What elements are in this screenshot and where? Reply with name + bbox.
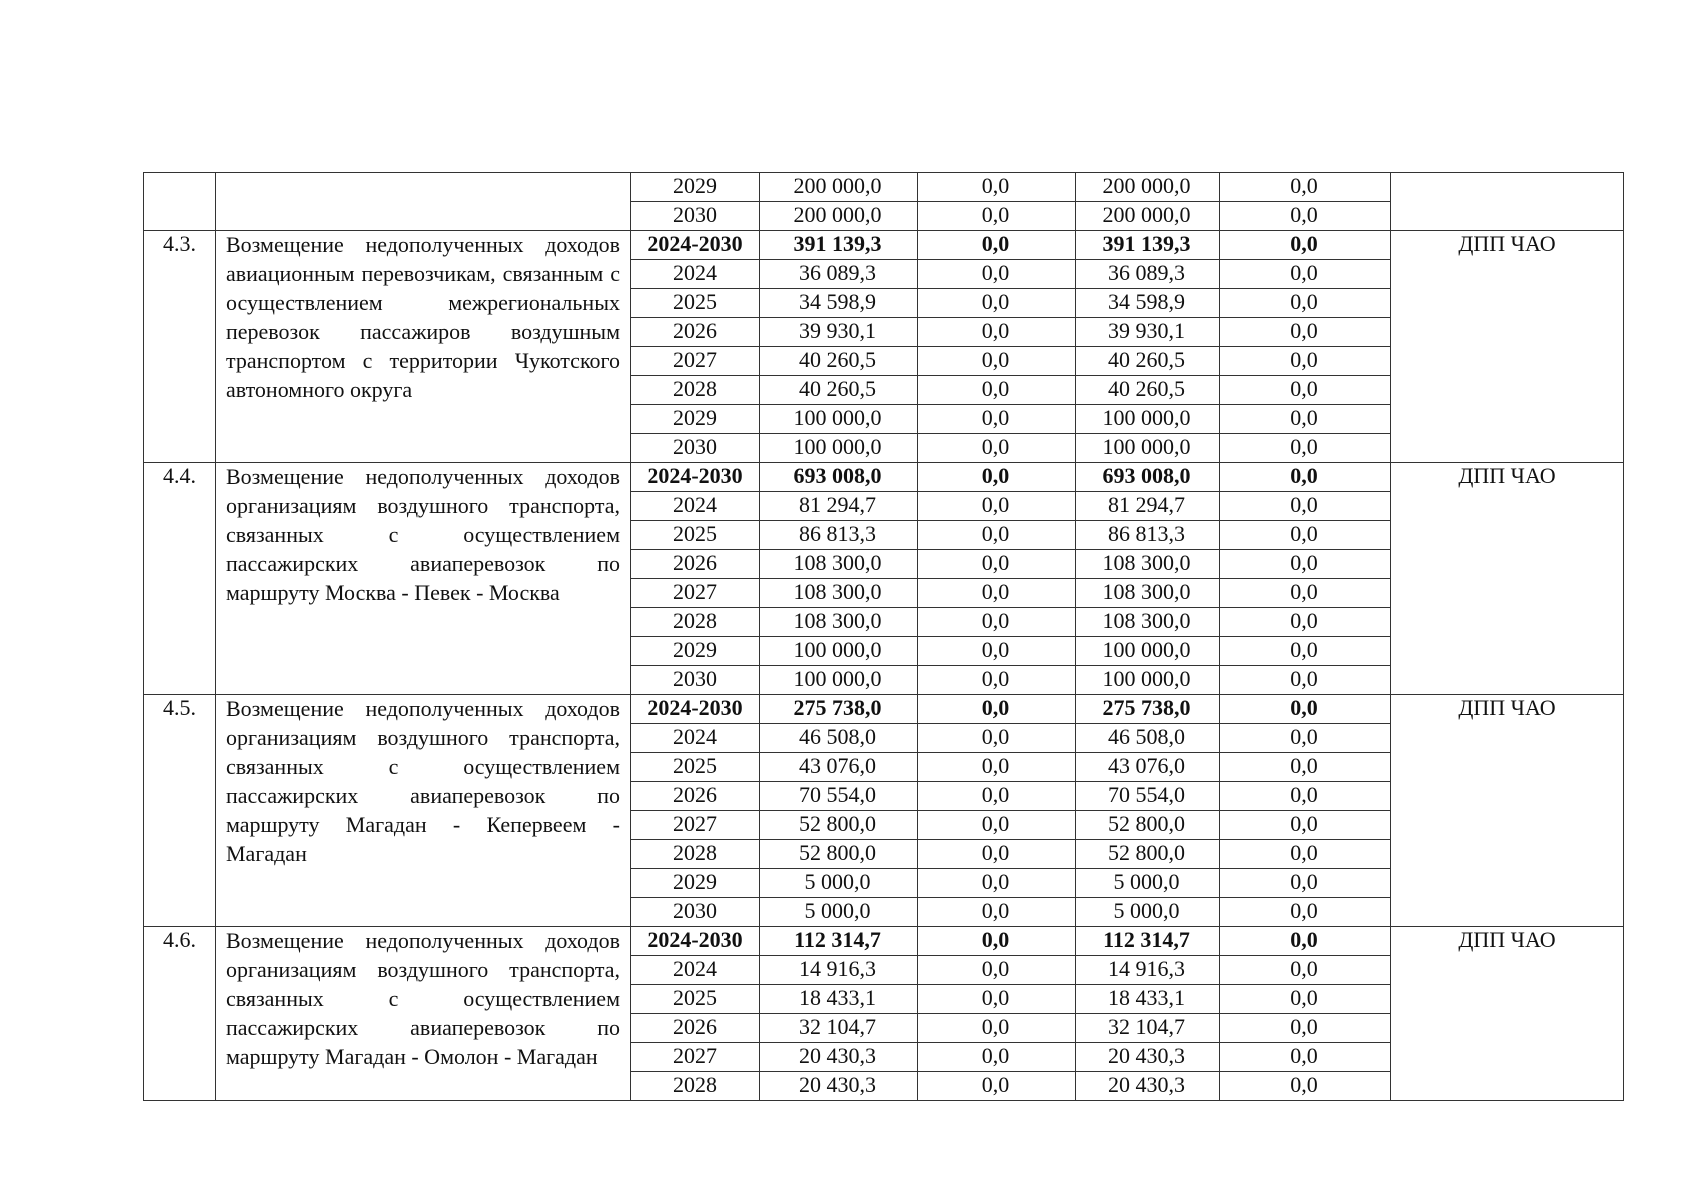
other-sources-cell: 0,0 bbox=[1220, 1014, 1391, 1043]
regional-budget-cell: 36 089,3 bbox=[1076, 260, 1220, 289]
total-cell: 52 800,0 bbox=[760, 840, 918, 869]
other-sources-cell: 0,0 bbox=[1220, 724, 1391, 753]
other-sources-cell: 0,0 bbox=[1220, 260, 1391, 289]
year-cell: 2025 bbox=[631, 289, 760, 318]
regional-budget-cell: 108 300,0 bbox=[1076, 579, 1220, 608]
other-sources-cell: 0,0 bbox=[1220, 869, 1391, 898]
federal-budget-cell: 0,0 bbox=[918, 347, 1076, 376]
year-cell: 2029 bbox=[631, 173, 760, 202]
regional-budget-cell: 40 260,5 bbox=[1076, 347, 1220, 376]
total-cell: 693 008,0 bbox=[760, 463, 918, 492]
federal-budget-cell: 0,0 bbox=[918, 405, 1076, 434]
year-cell: 2024 bbox=[631, 956, 760, 985]
federal-budget-cell: 0,0 bbox=[918, 1072, 1076, 1101]
row-number-cell: 4.4. bbox=[144, 463, 216, 695]
other-sources-cell: 0,0 bbox=[1220, 782, 1391, 811]
year-cell: 2029 bbox=[631, 637, 760, 666]
federal-budget-cell: 0,0 bbox=[918, 260, 1076, 289]
regional-budget-cell: 20 430,3 bbox=[1076, 1043, 1220, 1072]
section-total-row bbox=[144, 927, 1624, 956]
total-cell: 5 000,0 bbox=[760, 869, 918, 898]
regional-budget-cell: 200 000,0 bbox=[1076, 173, 1220, 202]
total-cell: 46 508,0 bbox=[760, 724, 918, 753]
federal-budget-cell: 0,0 bbox=[918, 492, 1076, 521]
regional-budget-cell: 81 294,7 bbox=[1076, 492, 1220, 521]
federal-budget-cell: 0,0 bbox=[918, 1014, 1076, 1043]
year-cell: 2030 bbox=[631, 666, 760, 695]
total-cell: 43 076,0 bbox=[760, 753, 918, 782]
year-cell: 2027 bbox=[631, 347, 760, 376]
regional-budget-cell: 108 300,0 bbox=[1076, 550, 1220, 579]
federal-budget-cell: 0,0 bbox=[918, 173, 1076, 202]
other-sources-cell: 0,0 bbox=[1220, 898, 1391, 927]
section-total-row bbox=[144, 231, 1624, 260]
year-cell: 2028 bbox=[631, 608, 760, 637]
other-sources-cell: 0,0 bbox=[1220, 231, 1391, 260]
regional-budget-cell: 100 000,0 bbox=[1076, 666, 1220, 695]
federal-budget-cell: 0,0 bbox=[918, 666, 1076, 695]
description-cell bbox=[216, 173, 631, 231]
federal-budget-cell: 0,0 bbox=[918, 318, 1076, 347]
federal-budget-cell: 0,0 bbox=[918, 202, 1076, 231]
description-cell: Возмещение недополученных доходов организациям воздушного транспорта, связанных с осуществлением пассажирских авиаперевозок по маршруту Москва - Певек - Москва bbox=[216, 463, 631, 695]
other-sources-cell: 0,0 bbox=[1220, 695, 1391, 724]
row-number-cell: 4.6. bbox=[144, 927, 216, 1101]
total-cell: 100 000,0 bbox=[760, 666, 918, 695]
other-sources-cell: 0,0 bbox=[1220, 289, 1391, 318]
regional-budget-cell: 14 916,3 bbox=[1076, 956, 1220, 985]
regional-budget-cell: 5 000,0 bbox=[1076, 898, 1220, 927]
federal-budget-cell: 0,0 bbox=[918, 289, 1076, 318]
total-cell: 39 930,1 bbox=[760, 318, 918, 347]
section-total-row bbox=[144, 463, 1624, 492]
regional-budget-cell: 200 000,0 bbox=[1076, 202, 1220, 231]
total-cell: 86 813,3 bbox=[760, 521, 918, 550]
other-sources-cell: 0,0 bbox=[1220, 956, 1391, 985]
federal-budget-cell: 0,0 bbox=[918, 985, 1076, 1014]
year-cell: 2026 bbox=[631, 1014, 760, 1043]
total-cell: 200 000,0 bbox=[760, 202, 918, 231]
other-sources-cell: 0,0 bbox=[1220, 637, 1391, 666]
year-cell: 2026 bbox=[631, 550, 760, 579]
regional-budget-cell: 391 139,3 bbox=[1076, 231, 1220, 260]
federal-budget-cell: 0,0 bbox=[918, 550, 1076, 579]
regional-budget-cell: 34 598,9 bbox=[1076, 289, 1220, 318]
regional-budget-cell: 100 000,0 bbox=[1076, 405, 1220, 434]
federal-budget-cell: 0,0 bbox=[918, 811, 1076, 840]
regional-budget-cell: 52 800,0 bbox=[1076, 811, 1220, 840]
regional-budget-cell: 32 104,7 bbox=[1076, 1014, 1220, 1043]
federal-budget-cell: 0,0 bbox=[918, 695, 1076, 724]
year-cell: 2030 bbox=[631, 898, 760, 927]
regional-budget-cell: 86 813,3 bbox=[1076, 521, 1220, 550]
year-cell: 2027 bbox=[631, 579, 760, 608]
federal-budget-cell: 0,0 bbox=[918, 724, 1076, 753]
total-cell: 81 294,7 bbox=[760, 492, 918, 521]
regional-budget-cell: 70 554,0 bbox=[1076, 782, 1220, 811]
year-cell: 2024 bbox=[631, 724, 760, 753]
regional-budget-cell: 39 930,1 bbox=[1076, 318, 1220, 347]
total-cell: 20 430,3 bbox=[760, 1043, 918, 1072]
other-sources-cell: 0,0 bbox=[1220, 753, 1391, 782]
executor-cell: ДПП ЧАО bbox=[1391, 695, 1624, 927]
year-cell: 2025 bbox=[631, 521, 760, 550]
regional-budget-cell: 20 430,3 bbox=[1076, 1072, 1220, 1101]
other-sources-cell: 0,0 bbox=[1220, 666, 1391, 695]
year-cell: 2029 bbox=[631, 869, 760, 898]
other-sources-cell: 0,0 bbox=[1220, 318, 1391, 347]
description-cell: Возмещение недополученных доходов организациям воздушного транспорта, связанных с осуществлением пассажирских авиаперевозок по маршруту Магадан - Кепервеем - Магадан bbox=[216, 695, 631, 927]
executor-cell bbox=[1391, 173, 1624, 231]
other-sources-cell: 0,0 bbox=[1220, 434, 1391, 463]
other-sources-cell: 0,0 bbox=[1220, 985, 1391, 1014]
total-cell: 100 000,0 bbox=[760, 434, 918, 463]
other-sources-cell: 0,0 bbox=[1220, 927, 1391, 956]
total-cell: 34 598,9 bbox=[760, 289, 918, 318]
total-cell: 108 300,0 bbox=[760, 579, 918, 608]
total-cell: 14 916,3 bbox=[760, 956, 918, 985]
year-cell: 2027 bbox=[631, 811, 760, 840]
year-cell: 2028 bbox=[631, 840, 760, 869]
total-cell: 108 300,0 bbox=[760, 550, 918, 579]
federal-budget-cell: 0,0 bbox=[918, 927, 1076, 956]
total-cell: 40 260,5 bbox=[760, 347, 918, 376]
total-cell: 20 430,3 bbox=[760, 1072, 918, 1101]
year-cell: 2030 bbox=[631, 434, 760, 463]
other-sources-cell: 0,0 bbox=[1220, 492, 1391, 521]
federal-budget-cell: 0,0 bbox=[918, 869, 1076, 898]
other-sources-cell: 0,0 bbox=[1220, 521, 1391, 550]
other-sources-cell: 0,0 bbox=[1220, 550, 1391, 579]
total-cell: 391 139,3 bbox=[760, 231, 918, 260]
year-cell: 2024 bbox=[631, 492, 760, 521]
federal-budget-cell: 0,0 bbox=[918, 782, 1076, 811]
section-total-row bbox=[144, 695, 1624, 724]
other-sources-cell: 0,0 bbox=[1220, 202, 1391, 231]
federal-budget-cell: 0,0 bbox=[918, 376, 1076, 405]
year-cell: 2029 bbox=[631, 405, 760, 434]
year-cell: 2030 bbox=[631, 202, 760, 231]
other-sources-cell: 0,0 bbox=[1220, 347, 1391, 376]
total-cell: 18 433,1 bbox=[760, 985, 918, 1014]
federal-budget-cell: 0,0 bbox=[918, 840, 1076, 869]
federal-budget-cell: 0,0 bbox=[918, 1043, 1076, 1072]
total-cell: 112 314,7 bbox=[760, 927, 918, 956]
year-cell: 2024-2030 bbox=[631, 231, 760, 260]
description-cell: Возмещение недополученных доходов организациям воздушного транспорта, связанных с осуществлением пассажирских авиаперевозок по маршруту Магадан - Омолон - Магадан bbox=[216, 927, 631, 1101]
regional-budget-cell: 100 000,0 bbox=[1076, 434, 1220, 463]
total-cell: 32 104,7 bbox=[760, 1014, 918, 1043]
other-sources-cell: 0,0 bbox=[1220, 376, 1391, 405]
total-cell: 40 260,5 bbox=[760, 376, 918, 405]
total-cell: 5 000,0 bbox=[760, 898, 918, 927]
regional-budget-cell: 693 008,0 bbox=[1076, 463, 1220, 492]
executor-cell: ДПП ЧАО bbox=[1391, 463, 1624, 695]
row-number-cell: 4.3. bbox=[144, 231, 216, 463]
federal-budget-cell: 0,0 bbox=[918, 898, 1076, 927]
executor-cell: ДПП ЧАО bbox=[1391, 927, 1624, 1101]
regional-budget-cell: 52 800,0 bbox=[1076, 840, 1220, 869]
regional-budget-cell: 112 314,7 bbox=[1076, 927, 1220, 956]
year-cell: 2026 bbox=[631, 782, 760, 811]
federal-budget-cell: 0,0 bbox=[918, 956, 1076, 985]
federal-budget-cell: 0,0 bbox=[918, 434, 1076, 463]
other-sources-cell: 0,0 bbox=[1220, 608, 1391, 637]
table-row bbox=[144, 173, 1624, 202]
year-cell: 2026 bbox=[631, 318, 760, 347]
year-cell: 2025 bbox=[631, 985, 760, 1014]
federal-budget-cell: 0,0 bbox=[918, 231, 1076, 260]
other-sources-cell: 0,0 bbox=[1220, 579, 1391, 608]
regional-budget-cell: 100 000,0 bbox=[1076, 637, 1220, 666]
year-cell: 2024-2030 bbox=[631, 463, 760, 492]
other-sources-cell: 0,0 bbox=[1220, 1072, 1391, 1101]
funding-table bbox=[143, 172, 1624, 1101]
row-number-cell: 4.5. bbox=[144, 695, 216, 927]
other-sources-cell: 0,0 bbox=[1220, 811, 1391, 840]
other-sources-cell: 0,0 bbox=[1220, 1043, 1391, 1072]
year-cell: 2024-2030 bbox=[631, 695, 760, 724]
regional-budget-cell: 275 738,0 bbox=[1076, 695, 1220, 724]
year-cell: 2028 bbox=[631, 376, 760, 405]
year-cell: 2027 bbox=[631, 1043, 760, 1072]
total-cell: 36 089,3 bbox=[760, 260, 918, 289]
total-cell: 100 000,0 bbox=[760, 637, 918, 666]
other-sources-cell: 0,0 bbox=[1220, 173, 1391, 202]
federal-budget-cell: 0,0 bbox=[918, 637, 1076, 666]
total-cell: 52 800,0 bbox=[760, 811, 918, 840]
other-sources-cell: 0,0 bbox=[1220, 463, 1391, 492]
federal-budget-cell: 0,0 bbox=[918, 579, 1076, 608]
regional-budget-cell: 5 000,0 bbox=[1076, 869, 1220, 898]
executor-cell: ДПП ЧАО bbox=[1391, 231, 1624, 463]
row-number-cell bbox=[144, 173, 216, 231]
description-cell: Возмещение недополученных доходов авиационным перевозчикам, связанным с осуществлением межрегиональных перевозок пассажиров воздушным транспортом с территории Чукотского автономного округа bbox=[216, 231, 631, 463]
regional-budget-cell: 40 260,5 bbox=[1076, 376, 1220, 405]
total-cell: 200 000,0 bbox=[760, 173, 918, 202]
year-cell: 2024-2030 bbox=[631, 927, 760, 956]
regional-budget-cell: 46 508,0 bbox=[1076, 724, 1220, 753]
total-cell: 275 738,0 bbox=[760, 695, 918, 724]
total-cell: 70 554,0 bbox=[760, 782, 918, 811]
federal-budget-cell: 0,0 bbox=[918, 608, 1076, 637]
other-sources-cell: 0,0 bbox=[1220, 405, 1391, 434]
total-cell: 100 000,0 bbox=[760, 405, 918, 434]
year-cell: 2024 bbox=[631, 260, 760, 289]
regional-budget-cell: 18 433,1 bbox=[1076, 985, 1220, 1014]
year-cell: 2028 bbox=[631, 1072, 760, 1101]
total-cell: 108 300,0 bbox=[760, 608, 918, 637]
federal-budget-cell: 0,0 bbox=[918, 463, 1076, 492]
federal-budget-cell: 0,0 bbox=[918, 753, 1076, 782]
other-sources-cell: 0,0 bbox=[1220, 840, 1391, 869]
regional-budget-cell: 43 076,0 bbox=[1076, 753, 1220, 782]
regional-budget-cell: 108 300,0 bbox=[1076, 608, 1220, 637]
year-cell: 2025 bbox=[631, 753, 760, 782]
federal-budget-cell: 0,0 bbox=[918, 521, 1076, 550]
